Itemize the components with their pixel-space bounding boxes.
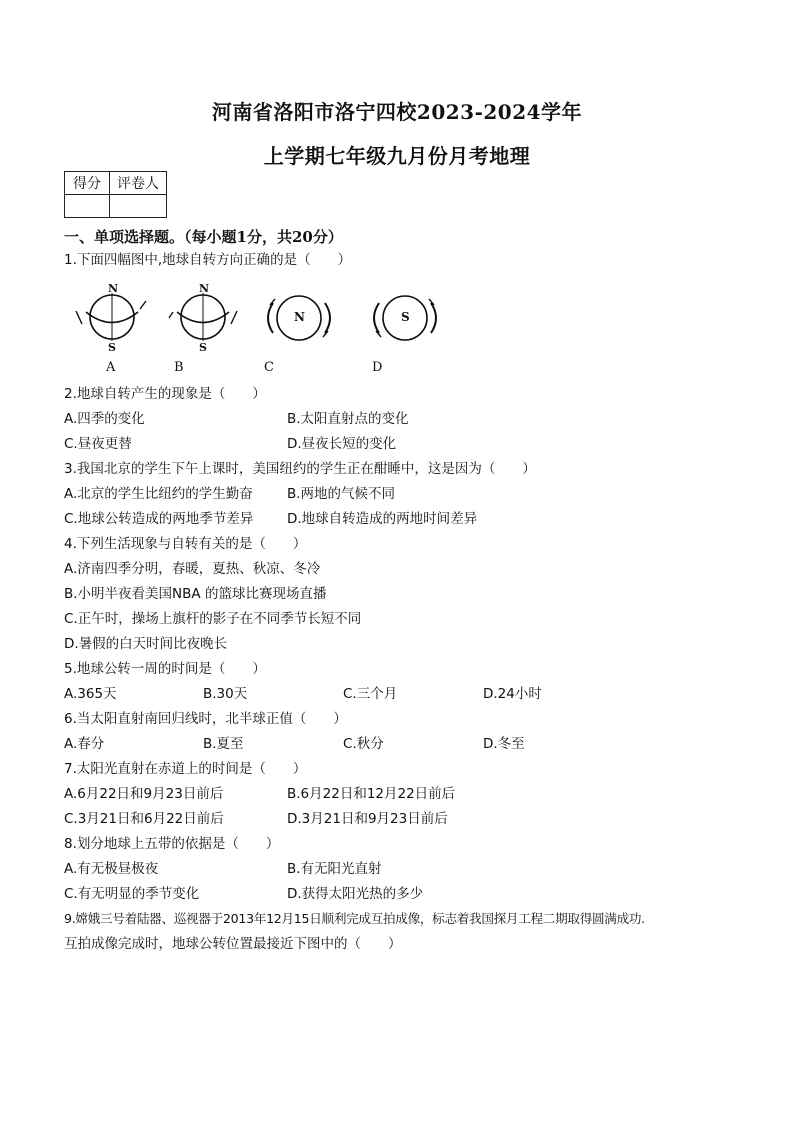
pole-label-d: S xyxy=(401,310,410,324)
q4-option-a: A.济南四季分明，春暖，夏热、秋凉、冬冷 xyxy=(64,561,321,577)
q2-option-d: D.昼夜长短的变化 xyxy=(287,436,397,452)
q7-option-d: D.3月21日和9月23日前后 xyxy=(287,811,448,827)
q6-option-a: A.春分 xyxy=(64,736,105,752)
pole-label-b-n: N xyxy=(199,282,210,295)
pole-label-a-n: N xyxy=(108,282,119,295)
q3-option-c: C.地球公转造成的两地季节差异 xyxy=(64,511,254,527)
figure-label-b: B xyxy=(174,360,184,375)
title-line-2: 上学期七年级九月份月考地理 xyxy=(263,144,531,168)
pole-label-a-s: S xyxy=(108,341,116,354)
q6-option-d: D.冬至 xyxy=(483,736,525,752)
q8-option-a: A.有无极昼极夜 xyxy=(64,861,159,877)
q2-option-a: A.四季的变化 xyxy=(64,411,145,427)
question-9-stem-cont: 互拍成像完成时，地球公转位置最接近下图中的（ ） xyxy=(64,936,402,952)
question-6-stem: 6.当太阳直射南回归线时，北半球正值（ ） xyxy=(64,711,347,727)
question-3-stem: 3.我国北京的学生下午上课时，美国纽约的学生正在酣睡中，这是因为（ ） xyxy=(64,461,536,477)
q8-option-c: C.有无明显的季节变化 xyxy=(64,886,200,902)
score-table xyxy=(64,171,167,218)
q5-option-a: A.365天 xyxy=(64,686,117,702)
globe-b xyxy=(169,293,237,341)
figure-label-c: C xyxy=(264,360,274,375)
q6-option-c: C.秋分 xyxy=(343,736,384,752)
pole-label-b-s: S xyxy=(199,341,207,354)
q8-option-b: B.有无阳光直射 xyxy=(287,861,382,877)
q7-option-b: B.6月22日和12月22日前后 xyxy=(287,786,456,802)
score-cell xyxy=(65,195,110,218)
globe-a xyxy=(76,293,146,341)
q5-option-c: C.三个月 xyxy=(343,686,398,702)
grader-cell xyxy=(110,195,167,218)
q4-option-b: B.小明半夜看美国NBA 的篮球比赛现场直播 xyxy=(64,586,327,602)
grader-header: 评卷人 xyxy=(110,172,167,195)
section-heading: 一、单项选择题。（每小题1分，共20分） xyxy=(64,228,343,246)
q4-option-c: C.正午时，操场上旗杆的影子在不同季节长短不同 xyxy=(64,611,362,627)
question-8-stem: 8.划分地球上五带的依据是（ ） xyxy=(64,836,280,852)
figure-label-a: A xyxy=(106,360,116,375)
question-7-stem: 7.太阳光直射在赤道上的时间是（ ） xyxy=(64,761,307,777)
q4-option-d: D.暑假的白天时间比夜晚长 xyxy=(64,636,228,652)
q6-option-b: B.夏至 xyxy=(203,736,244,752)
q5-option-d: D.24小时 xyxy=(483,686,542,702)
question-1-stem: 1.下面四幅图中,地球自转方向正确的是（ ） xyxy=(64,252,352,268)
question-4-stem: 4.下列生活现象与自转有关的是（ ） xyxy=(64,536,307,552)
q3-option-b: B.两地的气候不同 xyxy=(287,486,396,502)
q5-option-b: B.30天 xyxy=(203,686,248,702)
q7-option-c: C.3月21日和6月22日前后 xyxy=(64,811,224,827)
q8-option-d: D.获得太阳光热的多少 xyxy=(287,886,424,902)
question-2-stem: 2.地球自转产生的现象是（ ） xyxy=(64,386,266,402)
score-header: 得分 xyxy=(65,172,110,195)
pole-label-c: N xyxy=(294,310,305,324)
q7-option-a: A.6月22日和9月23日前后 xyxy=(64,786,224,802)
question-5-stem: 5.地球公转一周的时间是（ ） xyxy=(64,661,266,677)
q3-option-d: D.地球自转造成的两地时间差异 xyxy=(287,511,478,527)
question-9-stem: 9.嫦娥三号着陆器、巡视器于2013年12月15日顺利完成互拍成像，标志着我国探月工程二期取得圆满成功. xyxy=(64,911,645,926)
q2-option-b: B.太阳直射点的变化 xyxy=(287,411,409,427)
q2-option-c: C.昼夜更替 xyxy=(64,436,132,452)
q3-option-a: A.北京的学生比纽约的学生勤奋 xyxy=(64,486,253,502)
title-line-1: 河南省洛阳市洛宁四校2023-2024学年 xyxy=(211,100,583,124)
figure-label-d: D xyxy=(372,360,383,375)
